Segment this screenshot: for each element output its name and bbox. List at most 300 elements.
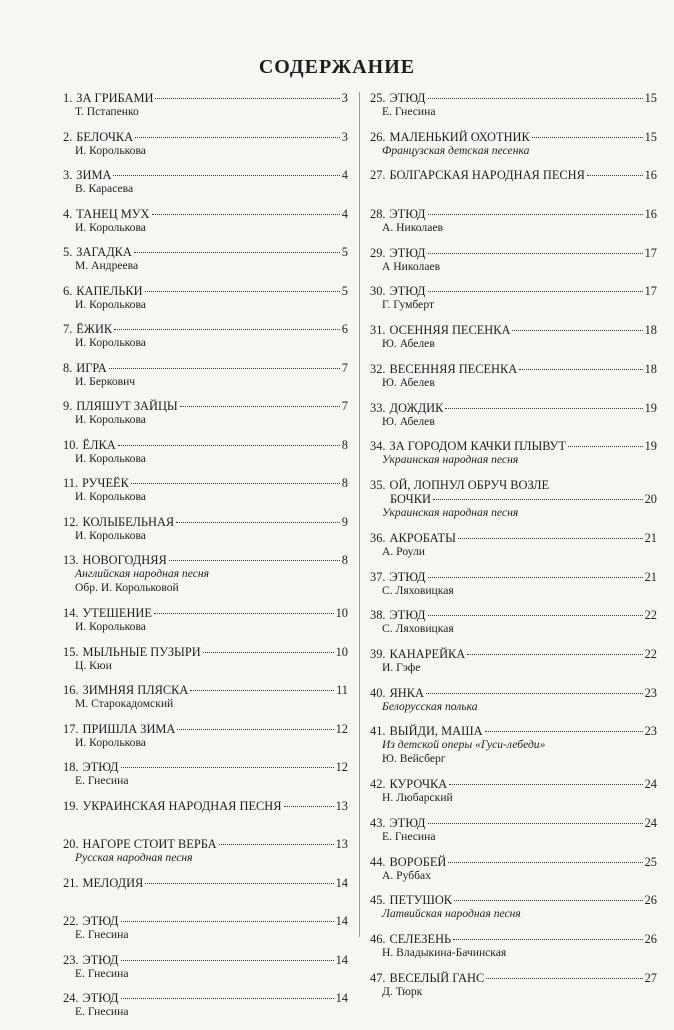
- dot-leader: [428, 98, 643, 99]
- entry-title: ТАНЕЦ МУХ: [76, 206, 150, 221]
- toc-entry[interactable]: [370, 855, 657, 894]
- toc-entry-line: [370, 207, 657, 221]
- entry-number: 24.: [63, 991, 79, 1005]
- page-number: 18: [644, 323, 657, 338]
- toc-entry-line: [63, 207, 348, 221]
- toc-entry-line: [370, 570, 657, 584]
- toc-entry-line: [370, 362, 657, 376]
- entry-title: МЫЛЬНЫЕ ПУЗЫРИ: [82, 644, 201, 659]
- entry-number: 35.: [370, 477, 386, 492]
- toc-entry-line: [63, 683, 348, 697]
- toc-entry-line: [370, 401, 657, 415]
- dot-leader: [428, 291, 643, 292]
- dot-leader: [131, 483, 340, 484]
- entry-composer: Ю. Вейсберг: [382, 752, 446, 766]
- toc-entry[interactable]: [370, 893, 657, 932]
- entry-number: 44.: [370, 854, 386, 869]
- entry-title: ПЛЯШУТ ЗАЙЦЫ: [76, 399, 178, 413]
- dot-leader: [428, 214, 643, 215]
- dot-leader: [433, 499, 643, 500]
- toc-entry[interactable]: [63, 606, 348, 645]
- page-number: 5: [341, 283, 348, 298]
- entry-number: 12.: [63, 514, 79, 529]
- dot-leader: [512, 330, 642, 331]
- page-number: 16: [644, 168, 657, 183]
- page-number: 21: [644, 530, 657, 545]
- entry-title: ЭТЮД: [389, 608, 426, 623]
- page-number: 17: [644, 284, 657, 299]
- entry-number: 42.: [370, 777, 386, 792]
- entry-composer: И. Королькова: [75, 143, 146, 157]
- page-number: 14: [335, 875, 348, 890]
- entry-number: 45.: [370, 893, 386, 908]
- page-number: 13: [335, 837, 348, 851]
- entry-number: 1.: [63, 91, 73, 105]
- entry-composer: М. Андреева: [75, 259, 139, 272]
- toc-entry-line: [370, 855, 657, 869]
- entry-title: БОЛГАРСКАЯ НАРОДНАЯ ПЕСНЯ: [389, 168, 585, 183]
- dot-leader: [134, 252, 340, 253]
- entry-title: ЭТЮД: [389, 207, 426, 222]
- toc-entry[interactable]: [370, 647, 657, 686]
- entry-number: 7.: [63, 322, 73, 336]
- entry-number: 8.: [63, 360, 73, 375]
- toc-entry[interactable]: [370, 531, 657, 570]
- entry-title: ВОРОБЕЙ: [389, 854, 447, 869]
- page-number: 14: [335, 991, 348, 1005]
- entry-composer: Е. Гнесина: [75, 1005, 129, 1018]
- entry-composer: Е. Гнесина: [382, 105, 436, 118]
- page-number: 24: [644, 777, 657, 792]
- entry-title: КОЛЫБЕЛЬНАЯ: [82, 514, 175, 529]
- entry-number: 25.: [370, 91, 386, 105]
- dot-leader: [109, 368, 340, 369]
- entry-number: 19.: [63, 798, 79, 813]
- entry-number: 26.: [370, 129, 386, 144]
- dot-leader: [428, 823, 643, 824]
- toc-entry[interactable]: [63, 645, 348, 684]
- toc-entry-line: [370, 130, 657, 144]
- entry-composer: И. Королькова: [75, 620, 146, 633]
- page-number: 16: [644, 207, 657, 222]
- toc-entry-line: [63, 914, 348, 928]
- toc-entry-line: [63, 438, 348, 452]
- toc-entry[interactable]: [370, 168, 657, 207]
- toc-entry-line: [63, 953, 348, 967]
- entry-number: 14.: [63, 606, 79, 620]
- entry-title: ПЕТУШОК: [389, 893, 453, 908]
- page-number: 23: [644, 685, 657, 700]
- entry-title: ЭТЮД: [82, 914, 119, 928]
- entry-composer: Г. Гумберт: [382, 298, 435, 312]
- toc-entry[interactable]: [370, 130, 657, 169]
- entry-composer: Ю. Абелев: [382, 414, 435, 428]
- toc-entry[interactable]: [63, 438, 348, 477]
- entry-number: 31.: [370, 323, 386, 338]
- entry-title: ЁЖИК: [76, 322, 113, 336]
- entry-composer: И. Королькова: [75, 220, 146, 234]
- toc-entry[interactable]: [63, 953, 348, 992]
- entry-number: 41.: [370, 724, 386, 739]
- toc-entry-line: [63, 799, 348, 813]
- toc-entry-line: [63, 553, 348, 567]
- entry-title: ЭТЮД: [82, 991, 119, 1005]
- entry-composer: Е. Гнесина: [382, 830, 436, 843]
- entry-number: 30.: [370, 284, 386, 299]
- entry-composer: В. Карасева: [75, 182, 134, 195]
- dot-leader: [486, 978, 642, 979]
- toc-entry-line: [370, 91, 657, 105]
- entry-number: 10.: [63, 437, 79, 452]
- toc-entry-line: [370, 777, 657, 791]
- dot-leader: [445, 408, 642, 409]
- dot-leader: [152, 214, 340, 215]
- entry-number: 38.: [370, 608, 386, 623]
- entry-composer: Е. Гнесина: [75, 774, 129, 787]
- dot-leader: [519, 369, 642, 370]
- entry-number: 22.: [63, 914, 79, 928]
- toc-entry-line: [63, 606, 348, 620]
- entry-number: 4.: [63, 206, 73, 221]
- toc-entry[interactable]: [63, 130, 348, 169]
- entry-number: 27.: [370, 168, 386, 183]
- toc-entry[interactable]: [63, 760, 348, 799]
- toc-entry[interactable]: [63, 683, 348, 722]
- dot-leader: [428, 253, 643, 254]
- entry-composer: Д. Тюрк: [382, 984, 423, 998]
- entry-number: 47.: [370, 970, 386, 985]
- entry-number: 40.: [370, 685, 386, 700]
- toc-entry[interactable]: [370, 323, 657, 362]
- entry-title: АКРОБАТЫ: [389, 530, 456, 545]
- toc-entry-line: [370, 168, 657, 182]
- entry-title: УКРАИНСКАЯ НАРОДНАЯ ПЕСНЯ: [82, 798, 282, 813]
- toc-entry-line: [370, 724, 657, 738]
- toc-entry[interactable]: [370, 724, 657, 777]
- entry-title: ВЕСЕННЯЯ ПЕСЕНКА: [389, 361, 518, 376]
- toc-entry-line: [63, 760, 348, 774]
- toc-entry[interactable]: [63, 476, 348, 515]
- toc-entry[interactable]: [63, 722, 348, 761]
- dot-leader: [155, 98, 339, 99]
- toc-entry-line: [63, 645, 348, 659]
- page-number: 19: [644, 439, 657, 454]
- page-number: 8: [341, 437, 348, 452]
- toc-entry[interactable]: [63, 914, 348, 953]
- dot-leader: [121, 998, 334, 999]
- toc-entry[interactable]: [370, 439, 657, 478]
- entry-number: 13.: [63, 553, 79, 567]
- dot-leader: [145, 291, 340, 292]
- toc-entry-line: [370, 246, 657, 260]
- toc-entry-line: [63, 399, 348, 413]
- entry-composer: А. Роули: [382, 544, 425, 558]
- page-number: 9: [341, 514, 348, 529]
- entry-title: БЕЛОЧКА: [76, 129, 134, 144]
- entry-title: ЭТЮД: [389, 284, 426, 299]
- entry-title: КАНАРЕЙКА: [389, 646, 466, 661]
- dot-leader: [190, 690, 334, 691]
- entry-composer: И. Королькова: [75, 336, 146, 349]
- dot-leader: [118, 445, 340, 446]
- page-number: 27: [644, 970, 657, 985]
- entry-composer: И. Королькова: [75, 451, 146, 465]
- toc-entry[interactable]: [370, 284, 657, 323]
- page-number: 23: [644, 724, 657, 739]
- page-number: 5: [341, 245, 348, 259]
- entry-number: 16.: [63, 683, 79, 697]
- toc-entry-line: [63, 361, 348, 375]
- entry-composer: И. Беркович: [75, 374, 136, 388]
- entry-number: 36.: [370, 530, 386, 545]
- toc-entry-line: [370, 932, 657, 946]
- page-number: 20: [644, 491, 657, 506]
- page-number: 3: [341, 129, 348, 144]
- toc-entry-line: [370, 816, 657, 830]
- entry-composer: И. Гэфе: [382, 660, 421, 674]
- toc-entry-line: [63, 515, 348, 529]
- toc-entry[interactable]: [63, 876, 348, 915]
- dot-leader: [177, 729, 333, 730]
- dot-leader: [145, 883, 333, 884]
- dot-leader: [176, 522, 340, 523]
- dot-leader: [485, 731, 643, 732]
- toc-entry-line: [370, 608, 657, 622]
- toc-entry[interactable]: [370, 816, 657, 855]
- page-number: 3: [341, 91, 348, 105]
- toc-entry-line: [63, 876, 348, 890]
- entry-source: Украинская народная песня: [382, 505, 519, 519]
- entry-composer: И. Королькова: [75, 297, 146, 311]
- entry-composer: Обр. И. Корольковой: [75, 581, 179, 594]
- page-number: 17: [644, 245, 657, 260]
- entry-composer: Ц. Кюи: [75, 658, 112, 672]
- entry-title: ИГРА: [76, 360, 107, 375]
- toc-entry[interactable]: [63, 991, 348, 1030]
- dot-leader: [428, 577, 643, 578]
- toc-entry[interactable]: [63, 837, 348, 876]
- toc-entry[interactable]: [63, 799, 348, 838]
- toc-entry[interactable]: [63, 361, 348, 400]
- entry-title: ЗИМА: [76, 168, 112, 182]
- entry-title: КАПЕЛЬКИ: [76, 283, 143, 298]
- dot-leader: [449, 784, 642, 785]
- dot-leader: [154, 613, 334, 614]
- toc-entry-line: [63, 322, 348, 336]
- dot-leader: [121, 921, 334, 922]
- toc-entry-line: [63, 91, 348, 105]
- page-number: 12: [335, 760, 348, 774]
- entry-number: 2.: [63, 129, 73, 144]
- toc-entry[interactable]: [63, 553, 348, 606]
- page-number: 10: [335, 644, 348, 659]
- entry-composer: М. Старокадомский: [75, 697, 174, 710]
- dot-leader: [448, 862, 642, 863]
- toc-entry[interactable]: [370, 686, 657, 725]
- page-number: 14: [335, 914, 348, 928]
- entry-composer: Н. Любарский: [382, 791, 453, 805]
- page-number: 10: [335, 606, 348, 620]
- entry-title: ДОЖДИК: [389, 400, 444, 415]
- entry-composer: И. Королькова: [75, 528, 146, 542]
- entry-title-continued: БОЧКИ: [390, 491, 431, 506]
- page-number: 4: [341, 168, 348, 182]
- entry-composer: И. Королькова: [75, 490, 146, 503]
- entry-title: МЕЛОДИЯ: [82, 875, 144, 890]
- page-number: 18: [644, 361, 657, 376]
- entry-title: ЗИМНЯЯ ПЛЯСКА: [82, 683, 189, 697]
- entry-title: РУЧЕЁК: [82, 476, 129, 490]
- toc-entry[interactable]: [370, 932, 657, 971]
- page-number: 6: [341, 322, 348, 336]
- entry-source: Русская народная песня: [75, 851, 193, 864]
- entry-number: 9.: [63, 399, 73, 413]
- toc-entry-line: [370, 893, 657, 907]
- toc-entry[interactable]: [63, 322, 348, 361]
- entry-number: 11.: [63, 476, 79, 490]
- entry-title: ОСЕННЯЯ ПЕСЕНКА: [389, 323, 511, 338]
- entry-source: Французская детская песенка: [382, 143, 530, 157]
- toc-entry[interactable]: [370, 608, 657, 647]
- dot-leader: [458, 538, 643, 539]
- toc-entry[interactable]: [63, 207, 348, 246]
- entry-source: Латвийская народная песня: [382, 907, 521, 921]
- entry-number: 43.: [370, 816, 386, 830]
- toc-left-column: [63, 91, 348, 1030]
- toc-entry[interactable]: [63, 399, 348, 438]
- entry-title: ОЙ, ЛОПНУЛ ОБРУЧ ВОЗЛЕ: [389, 477, 550, 492]
- toc-entry[interactable]: [63, 284, 348, 323]
- entry-title: ЭТЮД: [389, 245, 426, 260]
- page-number: 15: [644, 91, 657, 105]
- entry-composer: И. Королькова: [75, 735, 146, 749]
- toc-entry-line: [63, 476, 348, 490]
- entry-title: ЁЛКА: [82, 437, 116, 452]
- entry-number: 37.: [370, 569, 386, 584]
- toc-entry[interactable]: [63, 168, 348, 207]
- toc-entry[interactable]: [370, 362, 657, 401]
- dot-leader: [121, 767, 334, 768]
- entry-source: Белорусская полька: [382, 699, 478, 713]
- page-number: 26: [644, 893, 657, 908]
- entry-composer: Ю. Абелев: [382, 375, 435, 389]
- toc-entry-line: [63, 130, 348, 144]
- toc-entry[interactable]: [370, 91, 657, 130]
- entry-number: 32.: [370, 361, 386, 376]
- page-number: 11: [336, 683, 348, 697]
- entry-composer: С. Ляховицкая: [382, 583, 454, 597]
- page-number: 4: [341, 206, 348, 221]
- entry-composer: Е. Гнесина: [75, 928, 129, 941]
- entry-composer: А Николаев: [382, 259, 441, 273]
- toc-entry[interactable]: [370, 401, 657, 440]
- entry-title: КУРОЧКА: [389, 777, 448, 792]
- entry-title: ЯНКА: [389, 685, 424, 700]
- dot-leader: [532, 137, 643, 138]
- entry-number: 17.: [63, 721, 79, 736]
- toc-entry[interactable]: [370, 246, 657, 285]
- entry-number: 23.: [63, 952, 79, 967]
- toc-entry-line: [63, 991, 348, 1005]
- dot-leader: [467, 654, 642, 655]
- page-number: 15: [644, 129, 657, 144]
- toc-entry-line: [370, 323, 657, 337]
- page-number: 21: [644, 569, 657, 584]
- entry-title: НОВОГОДНЯЯ: [82, 553, 167, 567]
- entry-number: 5.: [63, 245, 73, 259]
- entry-number: 21.: [63, 875, 79, 890]
- toc-entry-line: [370, 284, 657, 298]
- entry-composer: Т. Пстапенко: [75, 105, 139, 118]
- entry-composer: И. Королькова: [75, 413, 146, 426]
- entry-title: ЭТЮД: [389, 816, 426, 830]
- toc-right-column: [370, 91, 657, 1009]
- dot-leader: [426, 693, 643, 694]
- entry-number: 34.: [370, 439, 386, 454]
- column-divider: [359, 92, 360, 937]
- page-number: 7: [341, 360, 348, 375]
- entry-title: УТЕШЕНИЕ: [82, 606, 152, 620]
- toc-entry-line: [370, 531, 657, 545]
- dot-leader: [284, 806, 334, 807]
- toc-entry-line: [370, 439, 657, 453]
- toc-entry[interactable]: [370, 777, 657, 816]
- toc-entry[interactable]: [370, 207, 657, 246]
- page-number: 26: [644, 932, 657, 947]
- toc-entry-line: [370, 478, 657, 492]
- toc-entry-line: [63, 245, 348, 259]
- entry-composer: Н. Владыкина-Бачинская: [382, 946, 507, 960]
- toc-entry[interactable]: [370, 478, 657, 531]
- entry-composer: А. Николаев: [382, 221, 443, 235]
- dot-leader: [121, 960, 334, 961]
- page-number: 19: [644, 400, 657, 415]
- toc-entry[interactable]: [370, 570, 657, 609]
- entry-number: 20.: [63, 837, 79, 851]
- entry-number: 46.: [370, 932, 386, 947]
- toc-entry[interactable]: [63, 515, 348, 554]
- page-number: 24: [644, 816, 657, 830]
- page-number: 7: [341, 399, 348, 413]
- toc-entry-line: [63, 722, 348, 736]
- page-number: 8: [341, 553, 348, 567]
- toc-entry[interactable]: [370, 971, 657, 1010]
- dot-leader: [169, 560, 340, 561]
- entry-number: 6.: [63, 283, 73, 298]
- entry-composer: С. Ляховицкая: [382, 622, 454, 636]
- dot-leader: [135, 137, 340, 138]
- entry-source: Украинская народная песня: [382, 453, 519, 467]
- entry-source: Английская народная песня: [75, 567, 209, 580]
- entry-title: МАЛЕНЬКИЙ ОХОТНИК: [389, 129, 530, 144]
- entry-composer: Ю. Абелев: [382, 337, 435, 351]
- toc-entry-line: [63, 837, 348, 851]
- entry-title: ЭТЮД: [82, 952, 119, 967]
- toc-entry[interactable]: [63, 245, 348, 284]
- toc-entry-line: [370, 686, 657, 700]
- page-number: 22: [644, 646, 657, 661]
- toc-entry[interactable]: [63, 91, 348, 130]
- entry-composer: А. Руббах: [382, 868, 432, 882]
- dot-leader: [587, 175, 643, 176]
- entry-number: 3.: [63, 168, 73, 182]
- page-number: 22: [644, 608, 657, 623]
- entry-source: Из детской оперы «Гуси-лебеди»: [382, 738, 546, 752]
- entry-number: 15.: [63, 644, 79, 659]
- entry-composer: Е. Гнесина: [75, 966, 129, 980]
- page-number: 13: [335, 798, 348, 813]
- entry-title: ПРИШЛА ЗИМА: [82, 721, 176, 736]
